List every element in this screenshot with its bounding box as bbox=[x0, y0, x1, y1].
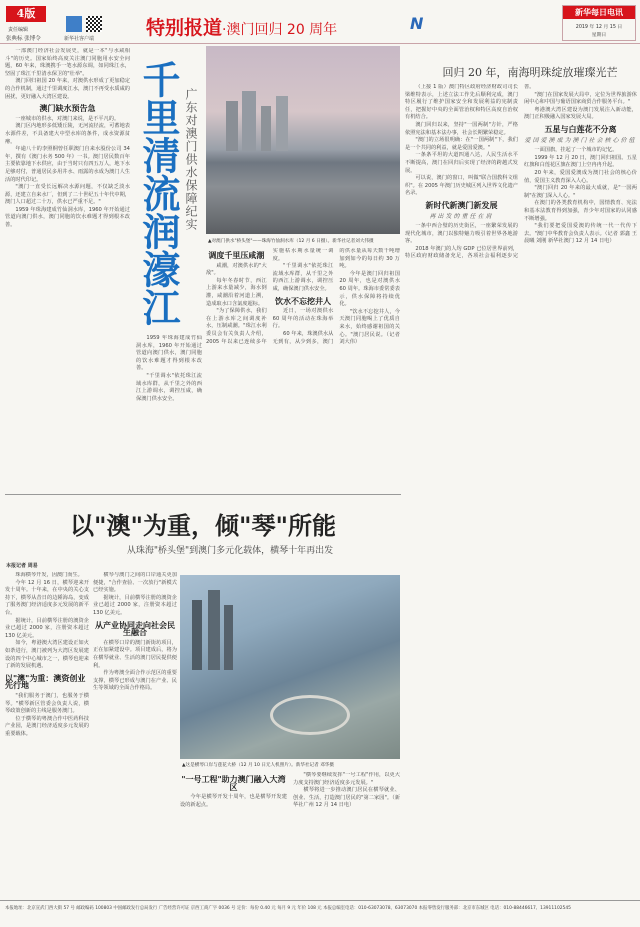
app-caption: 新华社客户端 bbox=[64, 36, 95, 42]
section-head: 以"澳"为重：澳资创业先行地 bbox=[5, 673, 86, 691]
paragraph: 一条中西合璧的历史街区，一座繁荣发展的现代化城市，澳门以独特魅力吸引着世界各地游客。 bbox=[405, 223, 518, 245]
story1-body-left bbox=[136, 335, 202, 490]
paragraph: "千里调水"依托珠江流域水库群，从千里之外的西江上游调水，调控压咸，确保澳门供水安全。 bbox=[272, 263, 334, 292]
paragraph: 60 年来，珠澳供水从无到有，从少到多，澳门的供水量从每天数千吨增加到如今的每日约 30 万吨。 bbox=[272, 248, 400, 345]
paragraph: 20 年来，爱国爱澳成为澳门社会的核心价值，爱国主义教育深入人心。 bbox=[524, 169, 637, 184]
paragraph: "澳门一直受长远解决水源问题，不仅缺乏淡水源，还建立自来水厂，但到了二十世纪五十年代中期，澳门人口超过二十万，供水已严重不足。" bbox=[5, 184, 130, 206]
qr-code bbox=[86, 16, 102, 32]
weekday: 星期日 bbox=[591, 33, 607, 38]
paragraph: 一条条平坦的大道四通八达，人民生活水平不断提高，澳门在回归后实现了经济的跨越式发展。 bbox=[405, 152, 518, 174]
section-head: "一号工程"助力澳门融入大湾区 bbox=[181, 775, 286, 792]
page-label: 4版 bbox=[6, 6, 46, 22]
paragraph: 澳门区内地形多低矮丘陵，无河流径流，可蓄地表水源件差，不具备建大中型水库的条件，成水资源贫瘠。 bbox=[5, 123, 130, 145]
section-head: 澳门缺水预告急 bbox=[39, 104, 96, 114]
paragraph: 澳门回归祖国 20 年来，对澳供水形成了更加稳定的合作机制，通过千里调度江水，澳门不再受水质咸的困扰，更好融入大湾区建设。 bbox=[5, 78, 130, 100]
paragraph: "澳门回归 20 年来的最大成就，是"一国两制"在澳门深入人心。" bbox=[524, 185, 637, 199]
story1-lead-column bbox=[5, 48, 130, 488]
paragraph: 咸潮，对澳供水的"大敌"。 bbox=[206, 262, 267, 277]
paragraph: 1999 年 12 月 20 日，澳门回归祖国。五星红旗和白莲花区旗在澳门上空冉冉升起。 bbox=[524, 154, 637, 169]
paragraph: 近日，一场对澳供水 60 周年的活动在珠海举行。 bbox=[272, 308, 334, 330]
story3-subtitle: 从珠海"桥头堡"到澳门多元化载体，横琴十年再出发 bbox=[126, 546, 334, 556]
paragraph: 2018 年澳门的人均 GDP 已位居世界前列，特区政府财政储备充足，各项社会福利逐步完善。 bbox=[405, 84, 535, 260]
story1-photo-caption: ▲对澳门供水"桥头堡"——珠海竹仙洞水库（12 月 6 日摄）。新华社记者刘大伟摄 bbox=[208, 239, 374, 244]
section-head: 调度千里压咸潮 bbox=[208, 251, 265, 260]
story3-col1 bbox=[5, 572, 89, 894]
story2-body bbox=[405, 84, 637, 896]
section-subhead: 再出发的重任在肩 bbox=[429, 212, 494, 220]
paragraph: 澳门回归以来，坚持"一国两制"方针，严格依照宪法和基本法办事，社会长期繁荣稳定。 bbox=[405, 121, 518, 136]
paragraph: 如今，粤港澳大湾区建设正如火如荼进行，澳门被列为大湾区发展建设的四个中心城市之一，横琴也迎来了新的发展机遇。 bbox=[5, 640, 89, 670]
editors: 张典标 张博令 bbox=[6, 36, 41, 42]
paragraph: 可以说，澳门的窗口，叫做"联合国教科文组织"。在 2005 年澳门历史城区列入世界文化遗产名录。 bbox=[405, 175, 518, 197]
paragraph: 一面国旗，挂起了一个城市的记忆。 bbox=[534, 147, 618, 154]
paragraph: "我们服务于澳门，也服务于横琴。"横琴新区管委会负责人说，横琴政策创新的主线是服务澳门。 bbox=[5, 692, 89, 715]
paragraph: 作为粤澳全面合作示范区的重要支撑，横琴已形成与澳门在产业、民生等领域的全面合作格局。 bbox=[93, 670, 177, 692]
story3-col2 bbox=[93, 572, 177, 894]
paragraph: 一座城市的供水，对澳门来说，是不平凡的。 bbox=[15, 115, 120, 122]
paragraph: "横琴要继续发挥"一号工程"作用，以更大力度支持澳门经济适度多元发展。" bbox=[293, 772, 400, 786]
paper-name: 新华每日电讯 bbox=[563, 6, 635, 19]
paragraph: 1959 年珠海建成竹仙洞水库，1960 年开始通过管道向澳门供水，澳门同胞的饮水难题才得到根本改善。 bbox=[5, 206, 130, 229]
paragraph: 一部澳门经济社会发展史，就是一本"与水咸相斗"的历史。国家始终高度关注澳门同胞用水安全问题，60 年来，珠澳携手一笔水源东调，如同珠江水，坚固了珠江千里清水保卫的"壮举"。 bbox=[5, 48, 130, 77]
story1-title: 千里清流润濠江 bbox=[136, 60, 180, 326]
editor-label: 责任编辑 bbox=[8, 27, 29, 33]
paragraph: 今年是横琴开发十周年，也是横琴开发建设的新起点。 bbox=[180, 794, 287, 808]
paragraph: "澳门的立场很明确：在"一国两制"下，我们是一个共同的利益，就是爱国爱澳。" bbox=[405, 137, 518, 151]
paper-name-box bbox=[562, 5, 636, 41]
app-logo bbox=[66, 16, 82, 32]
paragraph: 珠海横琴开发，因澳门而生。 bbox=[15, 572, 83, 578]
paragraph: "澳门在国家发展大局中，定位为世界旅游休闲中心和中国与葡语国家商贸合作服务平台。" bbox=[524, 91, 637, 106]
paragraph: 今年 12 月 16 日，横琴迎来开发十周年。十年来，在中央的关心支持下，横琴从昔日的边陲海岛，变成了服务澳门经济适度多元发展的新平台。 bbox=[5, 579, 89, 616]
section-head: 饮水不忘挖井人 bbox=[274, 296, 331, 306]
paragraph: "千里调水"依托珠江流域水库群，从千里之外的西江上游调水，调控压咸，确保澳门供水安全。 bbox=[136, 372, 202, 402]
section-title-sub: ·澳门回归 20 周年 bbox=[222, 22, 338, 38]
story3-byline: 本报记者 周易 bbox=[6, 563, 38, 569]
paragraph: （上接 1 版）澳门特区政府经济财政司司长梁维特表示，上述立法工作先后顺利完成，澳门特区履行了维护国家安全和发展利益的宪制责任，把握好中央的全面管治权和特区高度自治权有机结合。 bbox=[405, 84, 518, 121]
paragraph: 位于横琴的粤澳合作中医药科技产业园，是澳门经济适度多元发展的重要载体。 bbox=[5, 715, 89, 737]
section-head: 五星与白莲花不分离 bbox=[544, 124, 617, 134]
paragraph: 今年是澳门回归祖国 20 周年，也是对澳供水 60 周年。珠海市委常委表示，供水保障将持续优化。 bbox=[339, 270, 400, 308]
story3-bottom bbox=[180, 772, 400, 894]
paragraph: 每年冬春时节，西江上游来水量减少，海水倒灌，咸潮沿着河道上溯，造成取水口含氯度超标。 bbox=[206, 277, 267, 307]
section-head: 从产业协同走向社会民生融合 bbox=[95, 620, 175, 638]
story2-title: 回归 20 年，南海明珠绽放璀璨光芒 bbox=[442, 66, 618, 79]
section-title-main: 特别报道 bbox=[146, 17, 223, 39]
section-subhead: 爱国爱澳成为澳门社会核心价值 bbox=[524, 136, 637, 144]
paragraph: 在横琴口岸的澳门新街坊项目，正在加紧建设中。项目建成后，将为在横琴就业、生活的澳门居民提供便利。 bbox=[93, 639, 177, 669]
paragraph: 年逾八十的李照桐曾任职澳门自来水股份公司 34 年，撰有《澳门水务 500 年》一书。澳门居民数百年主要依靠地下水供应，由于当时只有四五万人，地下水足够对付，普通居民多用井水、雨露的水成为澳门人生活的时代印记。 bbox=[5, 146, 130, 183]
section-head: 新时代新澳门新发展 bbox=[425, 200, 498, 210]
masthead bbox=[0, 0, 640, 44]
paragraph: 横琴将进一步推动澳门居民在横琴就业、创业、生活，打造澳门居民的"第二家园"。（新华社广州 12 月 14 日电） bbox=[293, 787, 400, 809]
footer: 本报地址：北京宣武门西大街 57 号 邮政编码 100803 中国邮政发行总局发行 广告经营许可证 京西工商广字 0036 号 定价：每份 0.40 元 每月 9 元 年价 108 元 本报总编室电话：010-63073078、63073070 本报零售发行服务部：北京市东城区 电话：010-88446617、13911102545 bbox=[0, 900, 640, 911]
story3-title: 以"澳"为重，倾"琴"所能 bbox=[69, 512, 336, 540]
paragraph: "饮水不忘挖井人，今天澳门同胞喝上了优质自来水，始终感谢祖国的关心。"澳门居民说。（记者 刘大伟） bbox=[339, 308, 400, 346]
story1-subtitle: 广东对澳门供水保障纪实 bbox=[184, 88, 198, 231]
issue-date: 2019 年 12 月 15 日 bbox=[575, 25, 623, 30]
paragraph: 粤港澳大湾区建设为澳门发展注入新动能，澳门正积极融入国家发展大局。 bbox=[524, 106, 637, 121]
story1-photo bbox=[206, 46, 400, 234]
story-divider bbox=[5, 494, 401, 495]
paragraph: 在澳门的各类教育机构中，国情教育、宪法和基本法教育得到加强，青少年对国家的认同感不断增强。 bbox=[524, 200, 637, 222]
story1-body bbox=[206, 248, 400, 490]
story3-photo bbox=[180, 575, 400, 759]
paragraph: 据统计，目前横琴注册的澳资企业已超过 2000 家，注册资本超过 130 亿美元。 bbox=[5, 617, 89, 639]
paragraph: "为了保障供水，我们在上游水库之间调度补水，压制咸潮。"珠江水利委员会有关负责人介绍，2005 年以来已连续多年实施枯水期水量统一调度。 bbox=[206, 248, 334, 345]
paragraph: 据统计，目前横琴注册的澳资企业已超过 2000 家，注册资本超过 130 亿美元。 bbox=[93, 594, 177, 616]
paragraph: 1959 年珠海建成竹仙洞水库，1960 年开始通过管道向澳门供水，澳门同胞的饮水难题才得到根本改善。 bbox=[136, 335, 202, 372]
story3-photo-caption: ▲这是横琴口岸与莲花大桥（12 月 10 日无人机照片）。新华社记者 邓华摄 bbox=[182, 763, 334, 768]
section-title bbox=[146, 13, 337, 40]
paragraph: 横琴与澳门之间的口岸通关更加便捷，"合作查验、一次放行"新模式已经实施。 bbox=[93, 572, 177, 594]
paragraph: "我们要把爱国爱澳的传统一代一代传下去。"澳门中华教育会负责人表示。（记者 郭鑫 王晨曦 刘刚 新华社澳门 12 月 14 日电） bbox=[524, 223, 637, 245]
news-logo: N bbox=[410, 14, 424, 33]
